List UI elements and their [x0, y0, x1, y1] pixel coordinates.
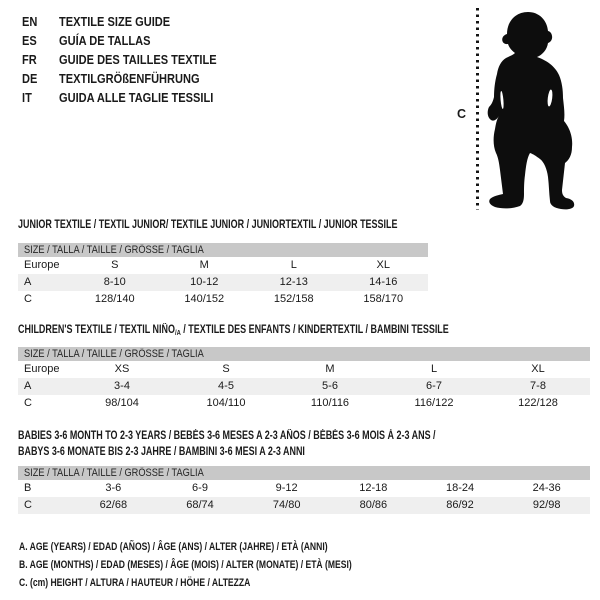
size-cell: 86/92 [446, 499, 474, 511]
size-cell: 8-10 [103, 276, 126, 288]
size-cell: 158/170 [363, 293, 404, 305]
size-cell: 7-8 [530, 380, 546, 392]
table-row [18, 291, 428, 308]
row-label: C [24, 499, 32, 511]
size-cell: 98/104 [105, 397, 139, 409]
row-label: A [24, 276, 32, 288]
language-code: EN [22, 14, 38, 29]
size-cell: 122/128 [518, 397, 558, 409]
language-label: TEXTILGRÖßENFÜHRUNG [59, 71, 200, 86]
size-cell: 74/80 [272, 499, 301, 511]
size-cell: 80/86 [359, 499, 388, 511]
language-code: FR [22, 52, 37, 67]
table-row [18, 480, 590, 497]
size-cell: M [199, 259, 209, 271]
row-label: A [24, 380, 32, 392]
size-table [18, 243, 428, 308]
size-cell: 10-12 [190, 276, 219, 288]
height-marker-label: C [457, 107, 467, 121]
size-cell: 12-13 [279, 276, 308, 288]
row-label: B [24, 482, 32, 494]
section-heading [18, 322, 590, 338]
language-code: IT [22, 90, 32, 105]
table-rows [18, 361, 590, 412]
size-cell: 6-7 [426, 380, 442, 392]
size-cell: XL [376, 259, 390, 271]
language-label: GUIDA ALLE TAGLIE TESSILI [59, 90, 214, 105]
footnotes [19, 538, 446, 592]
size-cell: 4-5 [218, 380, 234, 392]
section-heading-line: JUNIOR TEXTILE / TEXTIL JUNIOR/ TEXTILE JUNIOR / JUNIORTEXTIL / JUNIOR TESSILE [18, 219, 398, 231]
size-cell: 116/122 [414, 397, 454, 409]
size-cell: 140/152 [184, 293, 225, 305]
row-label: C [24, 293, 32, 305]
height-figure [455, 8, 585, 218]
size-cell: 152/158 [273, 293, 314, 305]
language-label: TEXTILE SIZE GUIDE [59, 14, 171, 29]
section-heading-line: BABYS 3-6 MONATE BIS 2-3 JAHRE / BAMBINI 3-6 MESI A 2-3 ANNI [18, 446, 305, 458]
footnote-line: C. (cm) HEIGHT / ALTURA / HAUTEUR / HÖHE / ALTEZZA [19, 577, 251, 589]
language-list [22, 12, 244, 107]
section-heading-line: CHILDREN'S TEXTILE / TEXTIL NIÑO/A / TEXTILE DES ENFANTS / KINDERTEXTIL / BAMBINI TESSILE [18, 324, 449, 337]
size-cell: 14-16 [369, 276, 398, 288]
section-heading-line: BABIES 3-6 MONTH TO 2-3 YEARS / BEBÉS 3-6 MESES A 2-3 AÑOS / BÉBÉS 3-6 MOIS À 2-3 ANS / [18, 430, 436, 442]
footnote-line: A. AGE (YEARS) / EDAD (AÑOS) / ÂGE (ANS) / ALTER (JAHRE) / ETÀ (ANNI) [19, 541, 328, 553]
table-row [18, 274, 428, 291]
footnote-line: B. AGE (MONTHS) / EDAD (MESES) / ÂGE (MOIS) / ALTER (MONATE) / ETÀ (MESI) [19, 559, 352, 571]
language-code: DE [22, 71, 38, 86]
row-label: Europe [24, 259, 60, 271]
table-header-bar: SIZE / TALLA / TAILLE / GRÖSSE / TAGLIA [18, 243, 428, 257]
size-cell: XL [531, 363, 545, 375]
language-code: ES [22, 33, 37, 48]
size-table [18, 466, 590, 514]
size-cell: 104/110 [206, 397, 246, 409]
table-row [18, 378, 590, 395]
size-cell: 6-9 [192, 482, 208, 494]
section-junior-textile [18, 217, 428, 305]
size-cell: 3-6 [105, 482, 122, 494]
size-cell: S [222, 363, 230, 375]
table-header-bar: SIZE / TALLA / TAILLE / GRÖSSE / TAGLIA [18, 347, 590, 361]
size-cell: 24-36 [532, 482, 561, 494]
size-cell: 9-12 [275, 482, 298, 494]
language-label: GUÍA DE TALLAS [59, 33, 151, 48]
size-cell: 12-18 [359, 482, 388, 494]
row-label: C [24, 397, 32, 409]
size-cell: 5-6 [322, 380, 338, 392]
table-row [18, 257, 428, 274]
size-cell: XS [114, 363, 130, 375]
row-label: Europe [24, 363, 60, 375]
size-table [18, 347, 590, 412]
section-heading [18, 428, 590, 460]
language-item [22, 12, 244, 31]
size-cell: 110/116 [310, 397, 350, 409]
size-cell: S [111, 259, 119, 271]
size-cell: 68/74 [186, 499, 214, 511]
language-item [22, 50, 244, 69]
language-item [22, 31, 244, 50]
language-item [22, 69, 244, 88]
toddler-silhouette-icon [483, 10, 575, 210]
size-cell: 62/68 [99, 499, 128, 511]
size-cell: M [325, 363, 335, 375]
size-cell: 18-24 [445, 482, 475, 494]
section-heading [18, 217, 428, 233]
language-label: GUIDE DES TAILLES TEXTILE [59, 52, 217, 67]
table-row [18, 497, 590, 514]
table-row [18, 361, 590, 378]
size-cell: L [430, 363, 438, 375]
section-childrens-textile [18, 322, 590, 409]
size-cell: 3-4 [114, 380, 130, 392]
size-cell: 92/98 [532, 499, 561, 511]
section-babies-textile [18, 428, 590, 511]
table-row [18, 395, 590, 412]
table-rows [18, 257, 428, 308]
size-cell: L [290, 259, 297, 271]
height-measure-line [476, 8, 479, 210]
language-item [22, 88, 244, 107]
table-header-bar: SIZE / TALLA / TAILLE / GRÖSSE / TAGLIA [18, 466, 590, 480]
size-cell: 128/140 [94, 293, 135, 305]
table-rows [18, 480, 590, 514]
